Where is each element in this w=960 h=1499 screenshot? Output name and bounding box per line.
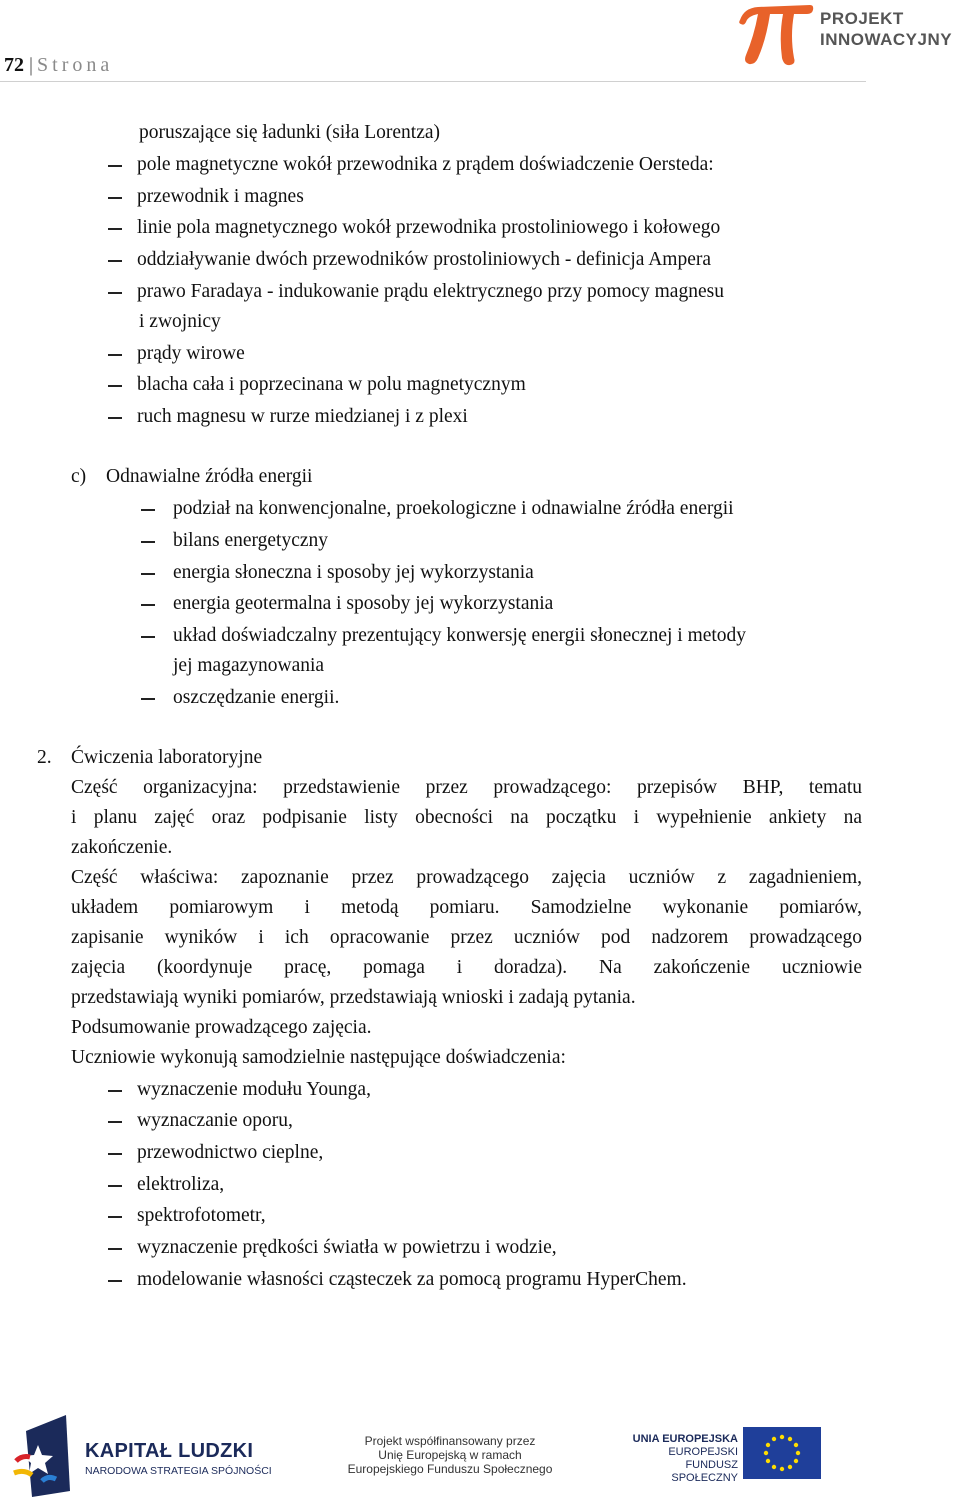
- cofinancing-line1: Projekt współfinansowany przez: [364, 1434, 536, 1448]
- page-number-value: 72: [4, 54, 24, 76]
- logo-text-line2: INNOWACYJNY: [820, 30, 953, 49]
- dash-icon: [108, 385, 122, 387]
- paragraph-line: przedstawiają wyniki pomiarów, przedstawiają wnioski i zadają pytania.: [71, 987, 636, 1008]
- experiment-item: modelowanie własności cząsteczek za pomocą programu HyperChem.: [137, 1269, 687, 1290]
- dash-icon: [141, 541, 155, 543]
- dash-icon: [108, 1185, 122, 1187]
- experiment-item: przewodnictwo cieplne,: [137, 1142, 324, 1163]
- footer: [0, 1405, 960, 1499]
- section-2-marker: 2.: [37, 747, 52, 768]
- dash-icon: [108, 1090, 122, 1092]
- paragraph-line: zakończenie.: [71, 837, 173, 858]
- logo-text: [820, 8, 952, 50]
- dash-icon: [108, 228, 122, 230]
- list-item-continuation: i zwojnicy: [139, 311, 221, 332]
- experiment-item: wyznaczenie prędkości światła w powietrzu i wodzie,: [137, 1237, 557, 1258]
- header-divider: [0, 81, 866, 82]
- page-separator: |: [29, 54, 34, 76]
- kapital-ludzki-subtitle: NARODOWA STRATEGIA SPÓJNOŚCI: [85, 1465, 272, 1477]
- list-intro: poruszające się ładunki (siła Lorentza): [139, 122, 441, 143]
- list-item: energia geotermalna i sposoby jej wykorzystania: [173, 593, 554, 614]
- dash-icon: [108, 1216, 122, 1218]
- list-item: blacha cała i poprzecinana w polu magnetycznym: [137, 374, 526, 395]
- paragraph-line: i planu zajęć oraz podpisanie listy obecności na początku i wypełnienie ankiety na: [71, 807, 862, 828]
- dash-icon: [141, 604, 155, 606]
- list-item: oddziaływanie dwóch przewodników prostoliniowych - definicja Ampera: [137, 249, 712, 270]
- projekt-innowacyjny-logo: [736, 0, 960, 72]
- paragraph-main: [71, 863, 862, 1013]
- page-word: Strona: [37, 54, 114, 76]
- summary-line: Podsumowanie prowadzącego zajęcia.: [71, 1017, 372, 1038]
- list-item: prądy wirowe: [137, 343, 245, 364]
- page-number: [4, 54, 113, 77]
- dash-icon: [108, 197, 122, 199]
- experiment-item: wyznaczenie modułu Younga,: [137, 1079, 371, 1100]
- paragraph-line: zajęcia (koordynuje pracę, pomaga i doradza). Na zakończenie uczniowie: [71, 957, 862, 978]
- eu-label-line2: EUROPEJSKI: [668, 1446, 738, 1458]
- cofinancing-note: [340, 1434, 560, 1476]
- dash-icon: [108, 1121, 122, 1123]
- dash-icon: [141, 573, 155, 575]
- list-item: energia słoneczna i sposoby jej wykorzystania: [173, 562, 534, 583]
- dash-icon: [108, 1248, 122, 1250]
- logo-text-line1: PROJEKT: [820, 9, 904, 28]
- dash-icon: [108, 417, 122, 419]
- paragraph-line: Część właściwa: zapoznanie przez prowadzącego zajęcia uczniów z zagadnieniem,: [71, 867, 862, 888]
- kapital-ludzki-star-icon: [12, 1411, 80, 1497]
- list-item: przewodnik i magnes: [137, 186, 304, 207]
- list-item: podział na konwencjonalne, proekologiczne i odnawialne źródła energii: [173, 498, 734, 519]
- paragraph-line: układem pomiarowym i metodą pomiaru. Samodzielne wykonanie pomiarów,: [71, 897, 862, 918]
- list-item: układ doświadczalny prezentujący konwersję energii słonecznej i metody: [173, 625, 747, 646]
- dash-icon: [141, 698, 155, 700]
- eu-flag-icon: [743, 1427, 821, 1479]
- section-c-title: Odnawialne źródła energii: [106, 466, 313, 487]
- list-item: prawo Faradaya - indukowanie prądu elektrycznego przy pomocy magnesu: [137, 281, 724, 302]
- experiment-item: elektroliza,: [137, 1174, 225, 1195]
- section-2-title: Ćwiczenia laboratoryjne: [71, 747, 263, 768]
- paragraph-line: zapisanie wyników i ich opracowanie przez uczniów pod nadzorem prowadzącego: [71, 927, 862, 948]
- eu-fund-label: [620, 1433, 738, 1485]
- cofinancing-line2: Unię Europejską w ramach: [378, 1448, 522, 1462]
- experiments-lead: Uczniowie wykonują samodzielnie następujące doświadczenia:: [71, 1047, 566, 1068]
- dash-icon: [141, 636, 155, 638]
- list-item: bilans energetyczny: [173, 530, 329, 551]
- list-item: pole magnetyczne wokół przewodnika z prądem doświadczenie Oersteda:: [137, 154, 714, 175]
- list-item: linie pola magnetycznego wokół przewodnika prostoliniowego i kołowego: [137, 217, 721, 238]
- dash-icon: [108, 260, 122, 262]
- list-item-continuation: jej magazynowania: [173, 655, 325, 676]
- kapital-ludzki-title: KAPITAŁ LUDZKI: [85, 1440, 254, 1462]
- eu-label-line1: UNIA EUROPEJSKA: [632, 1433, 738, 1445]
- section-c-marker: c): [71, 466, 87, 487]
- dash-icon: [108, 1153, 122, 1155]
- eu-label-line3: FUNDUSZ SPOŁECZNY: [671, 1459, 738, 1484]
- experiment-item: spektrofotometr,: [137, 1205, 266, 1226]
- list-item: oszczędzanie energii.: [173, 687, 340, 708]
- dash-icon: [108, 1280, 122, 1282]
- dash-icon: [141, 509, 155, 511]
- paragraph-organizational: [71, 773, 862, 863]
- pi-icon: [736, 0, 816, 70]
- cofinancing-line3: Europejskiego Funduszu Społecznego: [347, 1462, 553, 1476]
- experiment-item: wyznaczanie oporu,: [137, 1110, 293, 1131]
- dash-icon: [108, 354, 122, 356]
- paragraph-line: Część organizacyjna: przedstawienie przez prowadzącego: przepisów BHP, tematu: [71, 777, 862, 798]
- dash-icon: [108, 165, 122, 167]
- dash-icon: [108, 292, 122, 294]
- list-item: ruch magnesu w rurze miedzianej i z plexi: [137, 406, 468, 427]
